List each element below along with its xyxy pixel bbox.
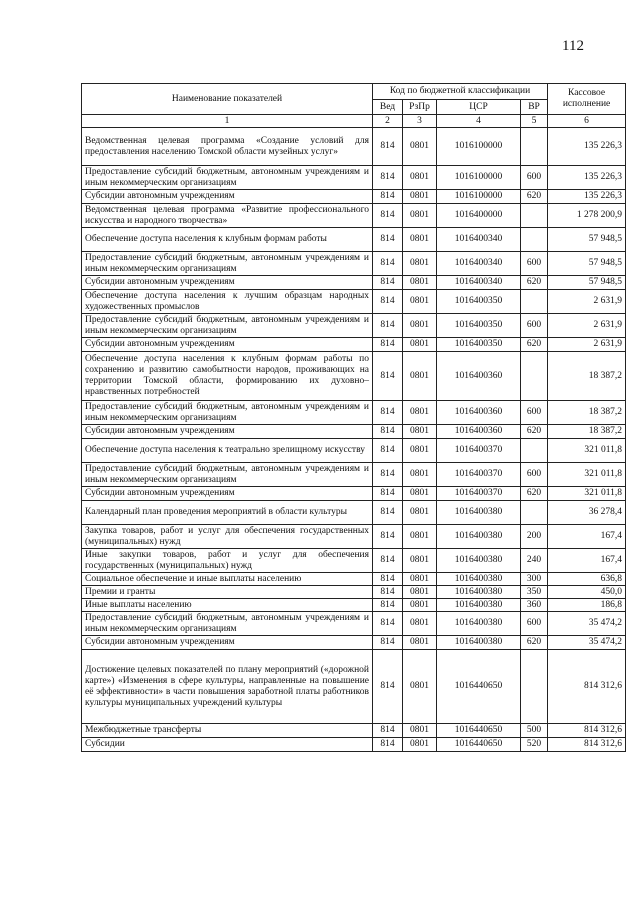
- row-csr-cell: 1016400360: [437, 425, 521, 439]
- row-rzpr-cell: 0801: [403, 352, 437, 401]
- row-amount-cell: 814 312,6: [548, 650, 626, 724]
- row-ved-cell: 814: [373, 401, 403, 425]
- row-ved-cell: 814: [373, 166, 403, 190]
- row-amount-cell: 321 011,8: [548, 463, 626, 487]
- table-row: [82, 463, 626, 487]
- table-row: [82, 352, 626, 401]
- table-row: [82, 190, 626, 204]
- row-vr-cell: [521, 290, 548, 314]
- header-colnum: 5: [521, 115, 548, 128]
- row-name-cell: Предоставление субсидий бюджетным, автономным учреждениям и иным некоммерческим организациям: [82, 314, 373, 338]
- row-amount-cell: 2 631,9: [548, 290, 626, 314]
- header-rzpr: РзПр: [403, 100, 437, 115]
- row-rzpr-cell: 0801: [403, 501, 437, 525]
- row-name-cell: Предоставление субсидий бюджетным, автономным учреждениям и иным некоммерческим организациям: [82, 252, 373, 276]
- row-vr-cell: [521, 501, 548, 525]
- row-amount-cell: 321 011,8: [548, 439, 626, 463]
- row-name-cell: Обеспечение доступа населения к клубным формам работы по сохранению и развитию самобытности народов, проживающих на территории Томской области, формированию их духовно–нравственных потребностей: [82, 352, 373, 401]
- row-vr-cell: [521, 650, 548, 724]
- row-csr-cell: 1016400380: [437, 525, 521, 549]
- row-rzpr-cell: 0801: [403, 525, 437, 549]
- row-csr-cell: 1016400370: [437, 463, 521, 487]
- row-rzpr-cell: 0801: [403, 463, 437, 487]
- row-amount-cell: 135 226,3: [548, 128, 626, 166]
- row-name-cell: Субсидии автономным учреждениям: [82, 636, 373, 650]
- table-row: [82, 599, 626, 612]
- table-row: [82, 738, 626, 752]
- row-name-cell: Субсидии автономным учреждениям: [82, 425, 373, 439]
- row-ved-cell: 814: [373, 487, 403, 501]
- header-name: Наименование показателей: [82, 84, 373, 115]
- row-rzpr-cell: 0801: [403, 166, 437, 190]
- row-vr-cell: 620: [521, 338, 548, 352]
- row-rzpr-cell: 0801: [403, 586, 437, 599]
- table-row: [82, 650, 626, 724]
- row-vr-cell: 600: [521, 314, 548, 338]
- row-name-cell: Ведомственная целевая программа «Развитие профессионального искусства и народного творчества»: [82, 204, 373, 228]
- row-csr-cell: 1016100000: [437, 128, 521, 166]
- row-rzpr-cell: 0801: [403, 276, 437, 290]
- row-name-cell: Обеспечение доступа населения к лучшим образцам народных художественных промыслов: [82, 290, 373, 314]
- row-amount-cell: 18 387,2: [548, 352, 626, 401]
- row-csr-cell: 1016440650: [437, 650, 521, 724]
- row-csr-cell: 1016400340: [437, 252, 521, 276]
- row-csr-cell: 1016400340: [437, 276, 521, 290]
- row-name-cell: Предоставление субсидий бюджетным, автономным учреждениям и иным некоммерческим организациям: [82, 612, 373, 636]
- row-csr-cell: 1016400380: [437, 636, 521, 650]
- row-rzpr-cell: 0801: [403, 738, 437, 752]
- row-ved-cell: 814: [373, 724, 403, 738]
- row-amount-cell: 2 631,9: [548, 338, 626, 352]
- row-amount-cell: 321 011,8: [548, 487, 626, 501]
- table-body: [82, 128, 626, 752]
- row-name-cell: Предоставление субсидий бюджетным, автономным учреждениям и иным некоммерческим организациям: [82, 401, 373, 425]
- row-name-cell: Премии и гранты: [82, 586, 373, 599]
- row-name-cell: Межбюджетные трансферты: [82, 724, 373, 738]
- row-vr-cell: [521, 439, 548, 463]
- row-vr-cell: 600: [521, 252, 548, 276]
- table-row: [82, 549, 626, 573]
- row-name-cell: Иные закупки товаров, работ и услуг для обеспечения государственных (муниципальных) нужд: [82, 549, 373, 573]
- row-csr-cell: 1016400380: [437, 549, 521, 573]
- row-rzpr-cell: 0801: [403, 228, 437, 252]
- table-row: [82, 401, 626, 425]
- row-amount-cell: 167,4: [548, 549, 626, 573]
- header-colnum: 6: [548, 115, 626, 128]
- row-rzpr-cell: 0801: [403, 599, 437, 612]
- row-csr-cell: 1016400370: [437, 487, 521, 501]
- row-csr-cell: 1016400380: [437, 599, 521, 612]
- row-ved-cell: 814: [373, 636, 403, 650]
- table-row: [82, 573, 626, 586]
- header-colnum: 1: [82, 115, 373, 128]
- row-name-cell: Календарный план проведения мероприятий в области культуры: [82, 501, 373, 525]
- row-vr-cell: 620: [521, 190, 548, 204]
- row-rzpr-cell: 0801: [403, 612, 437, 636]
- row-ved-cell: 814: [373, 549, 403, 573]
- row-name-cell: Ведомственная целевая программа «Создание условий для предоставления населению Томской области музейных услуг»: [82, 128, 373, 166]
- table-row: [82, 425, 626, 439]
- row-ved-cell: 814: [373, 190, 403, 204]
- header-vr: ВР: [521, 100, 548, 115]
- row-csr-cell: 1016440650: [437, 738, 521, 752]
- row-rzpr-cell: 0801: [403, 290, 437, 314]
- row-ved-cell: 814: [373, 290, 403, 314]
- row-name-cell: Закупка товаров, работ и услуг для обеспечения государственных (муниципальных) нужд: [82, 525, 373, 549]
- row-vr-cell: 360: [521, 599, 548, 612]
- row-rzpr-cell: 0801: [403, 439, 437, 463]
- header-colnum: 3: [403, 115, 437, 128]
- row-ved-cell: 814: [373, 501, 403, 525]
- row-amount-cell: 57 948,5: [548, 252, 626, 276]
- row-ved-cell: 814: [373, 314, 403, 338]
- row-rzpr-cell: 0801: [403, 549, 437, 573]
- row-rzpr-cell: 0801: [403, 573, 437, 586]
- page-number: 112: [562, 38, 584, 54]
- table-row: [82, 204, 626, 228]
- row-name-cell: Субсидии автономным учреждениям: [82, 276, 373, 290]
- row-csr-cell: 1016400350: [437, 338, 521, 352]
- row-ved-cell: 814: [373, 612, 403, 636]
- budget-table: [81, 83, 626, 752]
- row-vr-cell: 600: [521, 612, 548, 636]
- header-cash: Кассовое исполнение: [548, 84, 626, 115]
- row-amount-cell: 2 631,9: [548, 314, 626, 338]
- row-name-cell: Обеспечение доступа населения к клубным формам работы: [82, 228, 373, 252]
- row-name-cell: Социальное обеспечение и иные выплаты населению: [82, 573, 373, 586]
- row-name-cell: Иные выплаты населению: [82, 599, 373, 612]
- header-ved: Вед: [373, 100, 403, 115]
- row-csr-cell: 1016440650: [437, 724, 521, 738]
- row-vr-cell: 500: [521, 724, 548, 738]
- row-csr-cell: 1016400350: [437, 290, 521, 314]
- row-amount-cell: 1 278 200,9: [548, 204, 626, 228]
- row-name-cell: Субсидии: [82, 738, 373, 752]
- table-row: [82, 338, 626, 352]
- row-rzpr-cell: 0801: [403, 487, 437, 501]
- table-row: [82, 290, 626, 314]
- row-csr-cell: 1016400380: [437, 573, 521, 586]
- row-csr-cell: 1016400360: [437, 401, 521, 425]
- row-csr-cell: 1016400380: [437, 586, 521, 599]
- row-ved-cell: 814: [373, 573, 403, 586]
- row-rzpr-cell: 0801: [403, 425, 437, 439]
- row-csr-cell: 1016400350: [437, 314, 521, 338]
- row-amount-cell: 135 226,3: [548, 166, 626, 190]
- header-colnum: 2: [373, 115, 403, 128]
- row-csr-cell: 1016400380: [437, 501, 521, 525]
- row-ved-cell: 814: [373, 439, 403, 463]
- row-rzpr-cell: 0801: [403, 190, 437, 204]
- row-ved-cell: 814: [373, 463, 403, 487]
- row-ved-cell: 814: [373, 599, 403, 612]
- row-vr-cell: 620: [521, 487, 548, 501]
- row-name-cell: Достижение целевых показателей по плану мероприятий («дорожной карте») «Изменения в сфере культуры, направленные на повышение её эффективности» в части повышения заработной платы работников культуры муниципальных учреждений культуры: [82, 650, 373, 724]
- row-name-cell: Предоставление субсидий бюджетным, автономным учреждениям и иным некоммерческим организациям: [82, 463, 373, 487]
- table-row: [82, 252, 626, 276]
- row-ved-cell: 814: [373, 738, 403, 752]
- row-amount-cell: 36 278,4: [548, 501, 626, 525]
- row-csr-cell: 1016400000: [437, 204, 521, 228]
- row-ved-cell: 814: [373, 252, 403, 276]
- row-csr-cell: 1016400340: [437, 228, 521, 252]
- row-vr-cell: 620: [521, 425, 548, 439]
- table-row: [82, 314, 626, 338]
- row-name-cell: Обеспечение доступа населения к театрально зрелищному искусству: [82, 439, 373, 463]
- row-rzpr-cell: 0801: [403, 338, 437, 352]
- table-row: [82, 439, 626, 463]
- row-ved-cell: 814: [373, 425, 403, 439]
- row-name-cell: Предоставление субсидий бюджетным, автономным учреждениям и иным некоммерческим организациям: [82, 166, 373, 190]
- row-rzpr-cell: 0801: [403, 314, 437, 338]
- row-csr-cell: 1016100000: [437, 166, 521, 190]
- row-vr-cell: [521, 228, 548, 252]
- row-amount-cell: 35 474,2: [548, 612, 626, 636]
- table-row: [82, 636, 626, 650]
- row-vr-cell: 620: [521, 636, 548, 650]
- table-row: [82, 487, 626, 501]
- header-colnum: 4: [437, 115, 521, 128]
- row-ved-cell: 814: [373, 338, 403, 352]
- row-rzpr-cell: 0801: [403, 128, 437, 166]
- row-amount-cell: 135 226,3: [548, 190, 626, 204]
- header-code-group: Код по бюджетной классификации: [373, 84, 548, 100]
- row-vr-cell: 350: [521, 586, 548, 599]
- row-rzpr-cell: 0801: [403, 650, 437, 724]
- row-rzpr-cell: 0801: [403, 724, 437, 738]
- row-csr-cell: 1016400370: [437, 439, 521, 463]
- row-amount-cell: 636,8: [548, 573, 626, 586]
- row-vr-cell: 200: [521, 525, 548, 549]
- row-ved-cell: 814: [373, 352, 403, 401]
- row-vr-cell: [521, 204, 548, 228]
- row-amount-cell: 35 474,2: [548, 636, 626, 650]
- row-vr-cell: 240: [521, 549, 548, 573]
- row-amount-cell: 814 312,6: [548, 738, 626, 752]
- row-name-cell: Субсидии автономным учреждениям: [82, 190, 373, 204]
- row-amount-cell: 814 312,6: [548, 724, 626, 738]
- row-ved-cell: 814: [373, 650, 403, 724]
- table-row: [82, 525, 626, 549]
- row-csr-cell: 1016100000: [437, 190, 521, 204]
- row-amount-cell: 186,8: [548, 599, 626, 612]
- row-vr-cell: 600: [521, 166, 548, 190]
- row-name-cell: Субсидии автономным учреждениям: [82, 338, 373, 352]
- row-rzpr-cell: 0801: [403, 204, 437, 228]
- row-csr-cell: 1016400380: [437, 612, 521, 636]
- row-ved-cell: 814: [373, 204, 403, 228]
- row-ved-cell: 814: [373, 586, 403, 599]
- row-amount-cell: 167,4: [548, 525, 626, 549]
- table-row: [82, 276, 626, 290]
- table-row: [82, 228, 626, 252]
- row-vr-cell: 620: [521, 276, 548, 290]
- table-row: [82, 166, 626, 190]
- row-ved-cell: 814: [373, 128, 403, 166]
- row-vr-cell: 300: [521, 573, 548, 586]
- row-vr-cell: [521, 128, 548, 166]
- row-rzpr-cell: 0801: [403, 401, 437, 425]
- table-row: [82, 586, 626, 599]
- row-csr-cell: 1016400360: [437, 352, 521, 401]
- table-row: [82, 128, 626, 166]
- row-ved-cell: 814: [373, 228, 403, 252]
- row-amount-cell: 18 387,2: [548, 425, 626, 439]
- row-vr-cell: [521, 352, 548, 401]
- row-amount-cell: 18 387,2: [548, 401, 626, 425]
- row-vr-cell: 600: [521, 401, 548, 425]
- table-row: [82, 501, 626, 525]
- row-vr-cell: 520: [521, 738, 548, 752]
- row-rzpr-cell: 0801: [403, 252, 437, 276]
- row-name-cell: Субсидии автономным учреждениям: [82, 487, 373, 501]
- row-vr-cell: 600: [521, 463, 548, 487]
- row-amount-cell: 450,0: [548, 586, 626, 599]
- table-row: [82, 612, 626, 636]
- row-ved-cell: 814: [373, 525, 403, 549]
- row-amount-cell: 57 948,5: [548, 228, 626, 252]
- row-amount-cell: 57 948,5: [548, 276, 626, 290]
- table-row: [82, 724, 626, 738]
- row-rzpr-cell: 0801: [403, 636, 437, 650]
- row-ved-cell: 814: [373, 276, 403, 290]
- header-csr: ЦСР: [437, 100, 521, 115]
